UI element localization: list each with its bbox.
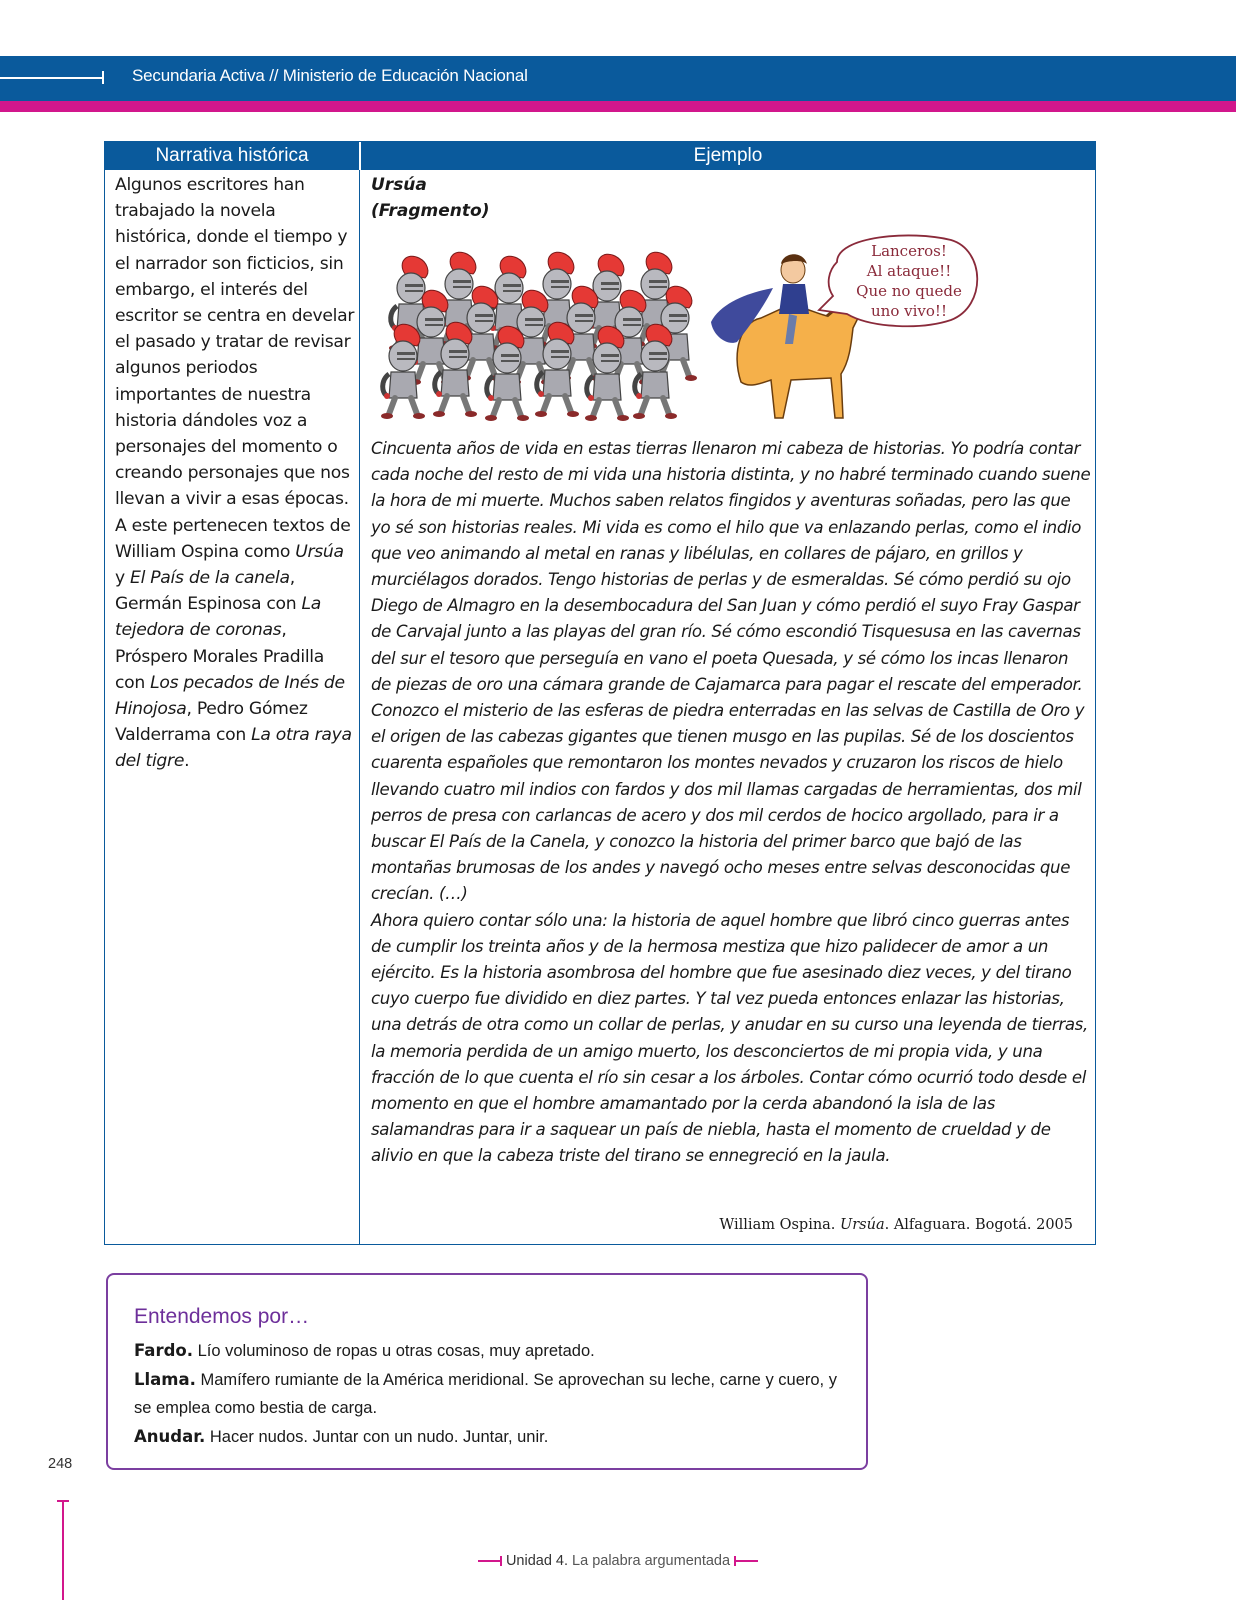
glossary-entries bbox=[134, 1337, 854, 1451]
glossary-box bbox=[106, 1273, 868, 1470]
narrative-table bbox=[104, 141, 1096, 1245]
margin-line-tick bbox=[57, 1500, 69, 1502]
svg-text:Que no quede: Que no quede bbox=[856, 282, 962, 300]
source-citation: William Ospina. Ursúa. Alfaguara. Bogotá. 2005 bbox=[719, 1217, 1073, 1233]
column-header-narrativa: Narrativa histórica bbox=[155, 145, 309, 166]
footer-bar-left bbox=[478, 1560, 502, 1562]
page-number: 248 bbox=[48, 1456, 73, 1472]
title-tejedora: La tejedora de coronas bbox=[115, 594, 321, 641]
header-column-divider bbox=[359, 142, 361, 170]
column-divider bbox=[359, 142, 360, 1244]
work-subtitle: (Fragmento) bbox=[371, 201, 490, 221]
excerpt-paragraph-1: Cincuenta años de vida en estas tierras llenaron mi cabeza de historias. Yo podría contar cada noche del resto de mi vida una historia distinta, y no habré terminado cuando suene la hora de mi muerte. Muchos saben relatos fingidos y aventuras soñadas, pero las que yo sé son historias reales. Mi vida es como el hilo que va enlazando perlas, como el indio que veo animando al metal en ranas y libélulas, en collares de pájaro, en grillos y murciélagos dorados. Tengo historias de perlas y de esmeraldas. Sé cómo perdió su ojo Diego de Almagro en la desembocadura del San Juan y cómo perdió el suyo Fray Gaspar de Carvajal junto a las playas del gran río. Sé cómo escondió Tisquesusa en las cavernas del sur el tesoro que perseguía en vano el poeta Quesada, y sé cómo los incas llenaron de piezas de oro una cámara grande de Cajamarca para pagar el rescate del emperador. Conozco el misterio de las esferas de piedra enterradas en las selvas de Castilla de Oro y el origen de las cabezas gigantes que tienen musgo en las pupilas. Sé de los doscientos cuarenta españoles que remontaron los montes nevados y cruzaron los riscos de hielo llevando cuatro mil indios con fardos y dos mil llamas cargadas de herramientas, dos mil perros de presa con carlancas de acero y dos mil cerdos de hocico argollado, para ir a buscar El País de la Canela, y conozco la historia del primer barco que bajó de las montañas brumosas de los andes y navegó ocho meses entre selvas desconocidas que crecían. (…) bbox=[371, 439, 1091, 904]
table-header-row bbox=[105, 142, 1095, 170]
svg-text:Al ataque!!: Al ataque!! bbox=[866, 262, 952, 280]
glossary-entry: Llama. Mamífero rumiante de la América meridional. Se aprovechan su leche, carne y cuero, y se emplea como bestia de carga. bbox=[134, 1369, 837, 1417]
svg-text:uno vivo!!: uno vivo!! bbox=[871, 302, 947, 320]
glossary-entry: Anudar. Hacer nudos. Juntar con un nudo. Juntar, unir. bbox=[134, 1426, 549, 1446]
column-header-ejemplo: Ejemplo bbox=[693, 145, 763, 166]
speech-bubble bbox=[819, 235, 977, 326]
footer-unit: Unidad 4. bbox=[505, 1553, 569, 1569]
glossary-entry: Fardo. Lío voluminoso de ropas u otras cosas, muy apretado. bbox=[134, 1341, 595, 1360]
novel-excerpt bbox=[371, 436, 1091, 1170]
footer-unit-title: La palabra argumentada bbox=[568, 1553, 731, 1569]
footer-bar-right bbox=[734, 1560, 758, 1562]
header-rule-tick bbox=[102, 71, 104, 84]
footer bbox=[0, 1553, 1236, 1569]
svg-text:Lanceros!: Lanceros! bbox=[871, 242, 947, 260]
title-pecados: Los pecados de Inés de Hinojosa bbox=[115, 672, 345, 720]
header-rule bbox=[0, 77, 104, 79]
title-pais-canela: El País de la canela bbox=[130, 568, 290, 589]
title-raya-tigre: La otra raya del tigre bbox=[115, 725, 352, 772]
header-accent-stripe bbox=[0, 101, 1236, 112]
glossary-title: Entendemos por… bbox=[134, 1305, 310, 1328]
excerpt-paragraph-2: Ahora quiero contar sólo una: la historia de aquel hombre que libró cinco guerras antes de cumplir los treinta años y de la hermosa mestiza que hizo palidecer de amor a un ejército. Es la historia asombrosa del hombre que fue asesinado diez veces, y del tirano cuyo cuerpo fue dividido en diez partes. Y tal vez pueda entonces enlazar las historias, una detrás de otra como un collar de perlas, y anudar en su curso una leyenda de tierras, la memoria perdida de un amigo muerto, los desconciertos de mi propia vida, y una fracción de lo que cuenta el río sin cesar a los árboles. Contar cómo ocurrió todo desde el momento en que el hombre amamantado por la cerda abandonó la isla de las salamandras para ir a saquear un país de niebla, hasta el momento de crueldad y de alivio en que la cabeza triste del tirano se ennegreció en la jaula. bbox=[371, 910, 1088, 1166]
margin-line bbox=[62, 1500, 64, 1600]
header-title: Secundaria Activa // Ministerio de Educación Nacional bbox=[132, 66, 528, 85]
work-title: Ursúa bbox=[371, 175, 427, 195]
narrative-description: Algunos escritores han trabajado la novela histórica, donde el tiempo y el narrador son ficticios, sin embargo, el interés del escritor se centra en develar el pasado y tratar de revisar algunos periodos importantes de nuestra historia dándoles voz a personajes del momento o creando personajes que nos llevan a vivir a esas épocas. A este pertenecen textos de William Ospina como Ursúa y El País de la canela, Germán Espinosa con La tejedora de coronas, Próspero Morales Pradilla con Los pecados de Inés de Hinojosa, Pedro Gómez Valderrama con La otra raya del tigre. bbox=[115, 175, 355, 772]
title-ursua: Ursúa bbox=[295, 541, 344, 562]
